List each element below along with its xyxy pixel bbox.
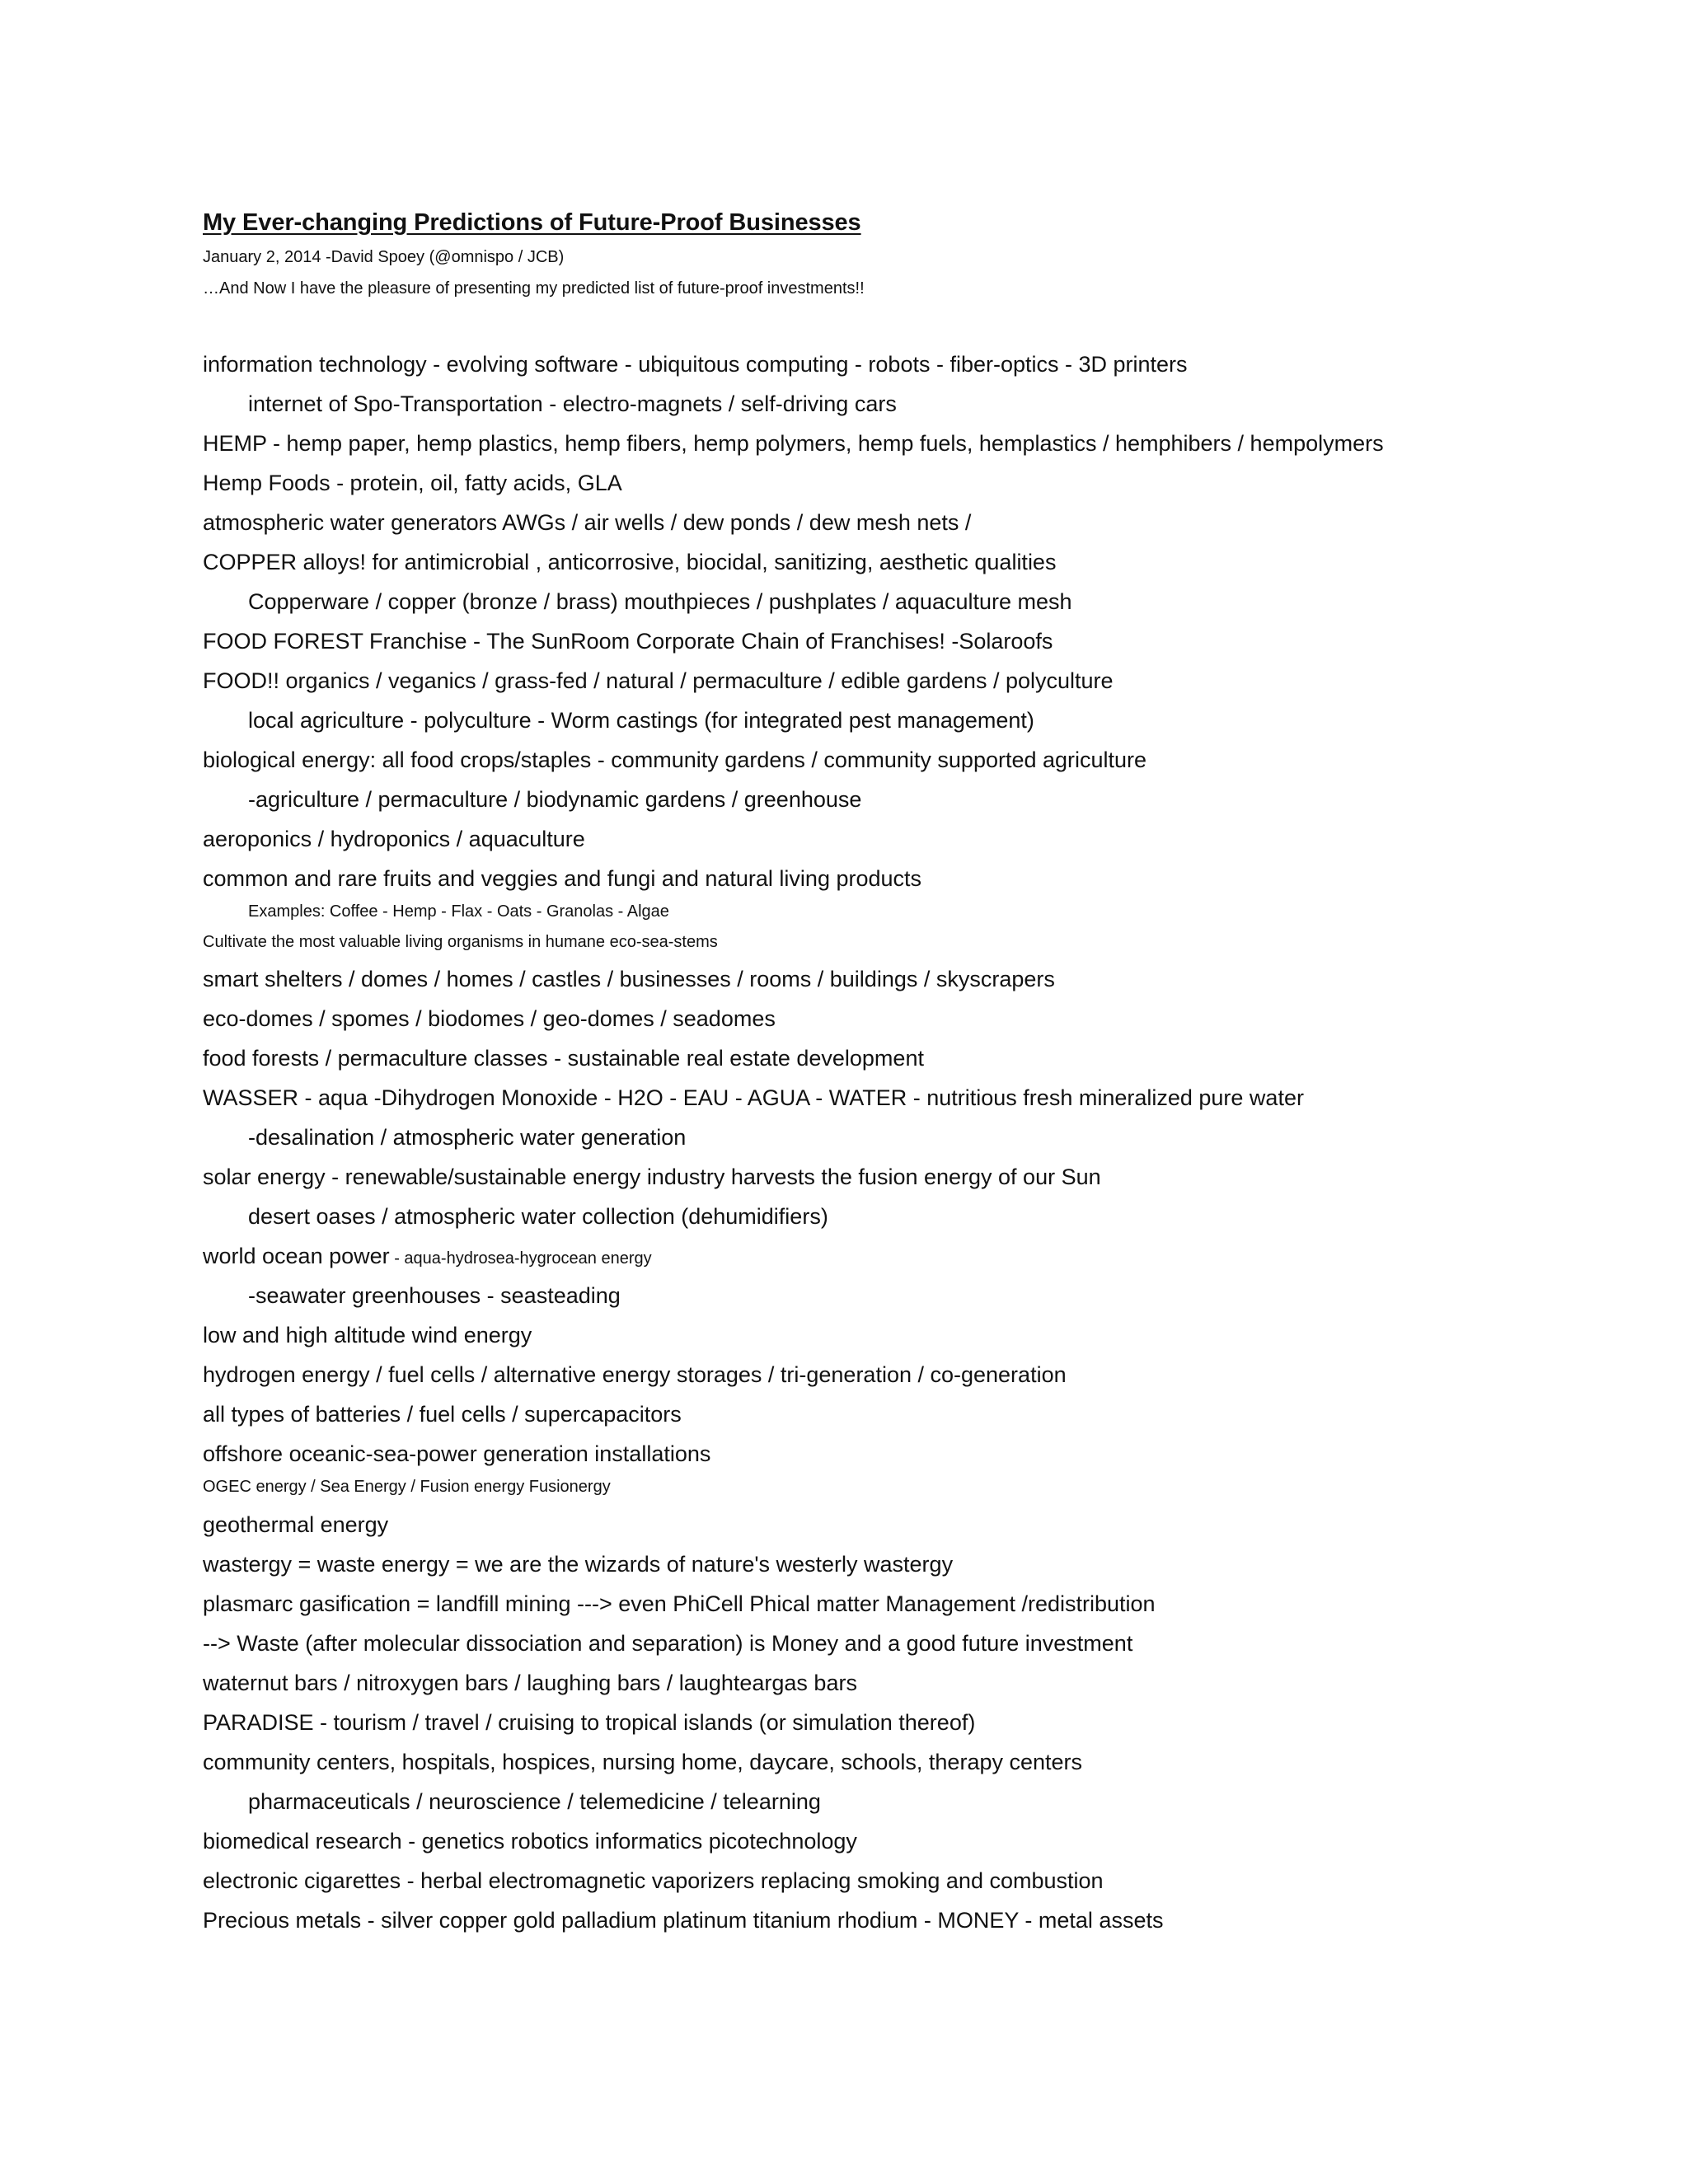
list-line: FOOD!! organics / veganics / grass-fed / natural / permaculture / edible gardens / polyculture bbox=[203, 668, 1114, 693]
list-line: community centers, hospitals, hospices, nursing home, daycare, schools, therapy centers bbox=[203, 1750, 1083, 1774]
list-line: geothermal energy bbox=[203, 1512, 389, 1537]
list-line: food forests / permaculture classes - sustainable real estate development bbox=[203, 1046, 924, 1071]
list-line: pharmaceuticals / neuroscience / telemedicine / telearning bbox=[248, 1789, 821, 1814]
list-line: biological energy: all food crops/staples - community gardens / community supported agriculture bbox=[203, 748, 1147, 772]
document-title: My Ever-changing Predictions of Future-Proof Businesses bbox=[203, 209, 861, 236]
document-byline: January 2, 2014 -David Spoey (@omnispo / JCB) bbox=[203, 248, 565, 266]
list-line: -seawater greenhouses - seasteading bbox=[248, 1283, 621, 1308]
list-line: -desalination / atmospheric water generation bbox=[248, 1125, 687, 1150]
list-line: eco-domes / spomes / biodomes / geo-domes / seadomes bbox=[203, 1006, 776, 1031]
list-line: FOOD FOREST Franchise - The SunRoom Corporate Chain of Franchises! -Solaroofs bbox=[203, 629, 1053, 654]
list-line: plasmarc gasification = landfill mining ---> even PhiCell Phical matter Management /redistribution bbox=[203, 1591, 1156, 1616]
list-line: WASSER - aqua -Dihydrogen Monoxide - H2O - EAU - AGUA - WATER - nutritious fresh mineralized pure water bbox=[203, 1085, 1304, 1110]
list-line: hydrogen energy / fuel cells / alternative energy storages / tri-generation / co-generation bbox=[203, 1362, 1067, 1387]
list-line: Hemp Foods - protein, oil, fatty acids, GLA bbox=[203, 471, 622, 495]
list-line: waternut bars / nitroxygen bars / laughing bars / laughteargas bars bbox=[203, 1671, 857, 1695]
list-line-small: OGEC energy / Sea Energy / Fusion energy Fusionergy bbox=[203, 1478, 611, 1496]
list-line: electronic cigarettes - herbal electromagnetic vaporizers replacing smoking and combustion bbox=[203, 1868, 1104, 1893]
list-line: HEMP - hemp paper, hemp plastics, hemp fibers, hemp polymers, hemp fuels, hemplastics / hemphibers / hempolymers bbox=[203, 431, 1384, 456]
list-line: solar energy - renewable/sustainable energy industry harvests the fusion energy of our Sun bbox=[203, 1165, 1101, 1189]
list-line-main-text: world ocean power bbox=[203, 1244, 390, 1268]
list-line-with-aside bbox=[203, 1245, 652, 1268]
list-line: all types of batteries / fuel cells / supercapacitors bbox=[203, 1402, 682, 1427]
list-line: --> Waste (after molecular dissociation and separation) is Money and a good future investment bbox=[203, 1631, 1133, 1656]
list-line: atmospheric water generators AWGs / air wells / dew ponds / dew mesh nets / bbox=[203, 510, 972, 535]
list-line: PARADISE - tourism / travel / cruising to tropical islands (or simulation thereof) bbox=[203, 1710, 976, 1735]
list-line-small: Cultivate the most valuable living organisms in humane eco-sea-stems bbox=[203, 933, 718, 951]
list-line: smart shelters / domes / homes / castles / businesses / rooms / buildings / skyscrapers bbox=[203, 967, 1055, 991]
list-line: aeroponics / hydroponics / aquaculture bbox=[203, 827, 585, 851]
list-line: Copperware / copper (bronze / brass) mouthpieces / pushplates / aquaculture mesh bbox=[248, 589, 1072, 614]
list-line: -agriculture / permaculture / biodynamic gardens / greenhouse bbox=[248, 787, 862, 812]
document-intro: …And Now I have the pleasure of presenting my predicted list of future-proof investments!! bbox=[203, 279, 865, 298]
list-line: low and high altitude wind energy bbox=[203, 1323, 532, 1347]
list-line: wastergy = waste energy = we are the wizards of nature's westerly wastergy bbox=[203, 1552, 954, 1577]
list-line: COPPER alloys! for antimicrobial , anticorrosive, biocidal, sanitizing, aesthetic qualities bbox=[203, 550, 1057, 574]
list-line: common and rare fruits and veggies and fungi and natural living products bbox=[203, 866, 922, 891]
list-line-small: Examples: Coffee - Hemp - Flax - Oats - Granolas - Algae bbox=[248, 902, 669, 921]
list-line: desert oases / atmospheric water collection (dehumidifiers) bbox=[248, 1204, 828, 1229]
list-line: Precious metals - silver copper gold palladium platinum titanium rhodium - MONEY - metal assets bbox=[203, 1908, 1164, 1933]
list-line: biomedical research - genetics robotics informatics picotechnology bbox=[203, 1829, 857, 1854]
list-line: internet of Spo-Transportation - electro-magnets / self-driving cars bbox=[248, 391, 897, 416]
list-line: local agriculture - polyculture - Worm castings (for integrated pest management) bbox=[248, 708, 1034, 733]
list-line: information technology - evolving software - ubiquitous computing - robots - fiber-optics - 3D printers bbox=[203, 352, 1188, 377]
list-line: offshore oceanic-sea-power generation installations bbox=[203, 1441, 711, 1466]
list-line-aside-text: - aqua-hydrosea-hygrocean energy bbox=[389, 1249, 652, 1268]
